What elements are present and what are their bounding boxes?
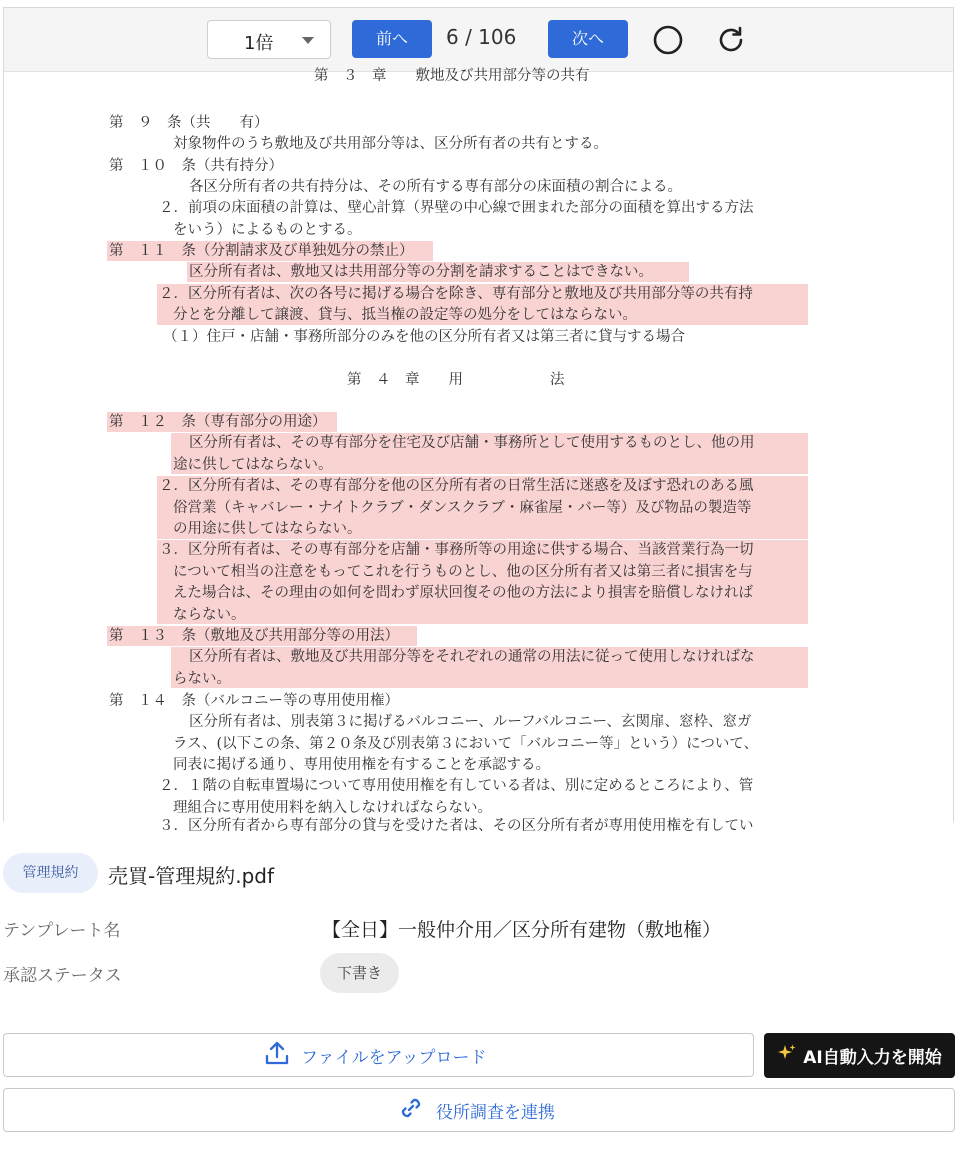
document-page (4, 68, 953, 834)
file-name: 売買-管理規約.pdf (108, 864, 275, 888)
document-line: 途に供してはならない。 (173, 457, 333, 473)
chapter-heading: 第 ４ 章 用 法 (347, 372, 565, 388)
status-badge: 下書き (320, 953, 399, 993)
chevron-down-icon (302, 37, 314, 44)
document-line: について相当の注意をもってこれを行うものとし、他の区分所有者又は第三者に損害を与 (173, 564, 753, 580)
sparkle-icon (777, 1043, 797, 1068)
upload-icon (263, 1039, 291, 1072)
rotate-icon[interactable] (715, 24, 747, 56)
document-line: 俗営業（キャバレー・ナイトクラブ・ダンスクラブ・麻雀屋・バー等）及び物品の製造等 (173, 500, 752, 516)
pdf-viewer (3, 7, 954, 834)
document-line: ２．区分所有者は、その専有部分を他の区分所有者の日常生活に迷惑を及ぼす恐れのある風 (159, 478, 754, 494)
document-line: ２．１階の自転車置場について専用使用権を有している者は、別に定めるところにより、管 (159, 778, 754, 794)
document-line: ２．区分所有者は、次の各号に掲げる場合を除き、専有部分と敷地及び共用部分等の共有持 (159, 286, 753, 302)
next-page-button[interactable]: 次へ (548, 20, 628, 58)
link-icon (396, 1093, 426, 1128)
document-line: えた場合は、その理由の如何を問わず原状回復その他の方法により損害を賠償しなければ (173, 585, 753, 601)
document-line: 第 ９ 条（共 有） (109, 115, 269, 131)
zoom-select[interactable] (207, 20, 331, 59)
ai-autofill-button[interactable] (764, 1033, 955, 1078)
circle-icon[interactable] (652, 24, 684, 56)
document-line: 第 １４ 条（バルコニー等の専用使用権） (109, 693, 399, 709)
document-line: 各区分所有者の共有持分は、その所有する専有部分の床面積の割合による。 (189, 179, 682, 195)
template-label: テンプレート名 (3, 921, 121, 941)
document-line: 区分所有者は、敷地及び共用部分等をそれぞれの通常の用法に従って使用しなければな (189, 649, 755, 665)
prev-page-button[interactable]: 前へ (352, 20, 432, 58)
document-line: （１）住戸・店舗・事務所部分のみを他の区分所有者又は第三者に貸与する場合 (163, 329, 685, 345)
document-line: の用途に供してはならない。 (173, 521, 362, 537)
document-line: ３．区分所有者から専有部分の貸与を受けた者は、その区分所有者が専用使用権を有してい (159, 818, 754, 834)
document-line: 第 １２ 条（専有部分の用途） (109, 414, 327, 430)
document-line: 第 １１ 条（分割請求及び単独処分の禁止） (109, 243, 414, 259)
document-line: 分とを分離して譲渡、貸与、抵当権の設定等の処分をしてはならない。 (173, 307, 637, 323)
upload-file-label: ファイルをアップロード (301, 1047, 487, 1068)
document-line: 対象物件のうち敷地及び共用部分等は、区分所有者の共有とする。 (173, 136, 608, 152)
document-line: 区分所有者は、敷地又は共用部分等の分割を請求することはできない。 (189, 264, 653, 280)
document-line: 同表に掲げる通り、専用使用権を有することを承認する。 (173, 757, 550, 773)
document-line: らない。 (173, 671, 231, 687)
status-label: 承認ステータス (3, 966, 122, 986)
zoom-value: 1倍 (244, 33, 274, 54)
document-line: ならない。 (173, 607, 246, 623)
document-line: をいう）によるものとする。 (173, 222, 362, 238)
document-line: 第 １０ 条（共有持分） (109, 158, 283, 174)
document-line: 第 １３ 条（敷地及び共用部分等の用法） (109, 628, 399, 644)
document-type-badge: 管理規約 (3, 853, 98, 893)
document-line: ラス、(以下この条、第２０条及び別表第３において「バルコニー等」という）について、 (173, 736, 759, 752)
viewer-toolbar (4, 8, 953, 72)
document-line: 第 ３ 章 敷地及び共用部分等の共有 (314, 68, 590, 84)
document-line: ３．区分所有者は、その専有部分を店舗・事務所等の用途に供する場合、当該営業行為一切 (159, 542, 754, 558)
document-line: 区分所有者は、その専有部分を住宅及び店舗・事務所として使用するものとし、他の用 (189, 435, 755, 451)
ai-autofill-label: AI自動入力を開始 (803, 1048, 942, 1068)
upload-file-button[interactable] (3, 1033, 754, 1077)
link-office-survey-label: 役所調査を連携 (436, 1102, 555, 1123)
document-line: 区分所有者は、別表第３に掲げるバルコニー、ルーフバルコニー、玄関扉、窓枠、窓ガ (189, 714, 752, 730)
template-value: 【全日】一般仲介用／区分所有建物（敷地権） (322, 919, 722, 941)
document-line: 理組合に専用使用料を納入しなければならない。 (173, 800, 492, 816)
link-office-survey-button[interactable] (3, 1088, 955, 1132)
document-line: ２．前項の床面積の計算は、壁心計算（界壁の中心線で囲まれた部分の面積を算出する方法 (159, 200, 754, 216)
page-indicator: 6 / 106 (446, 25, 517, 49)
